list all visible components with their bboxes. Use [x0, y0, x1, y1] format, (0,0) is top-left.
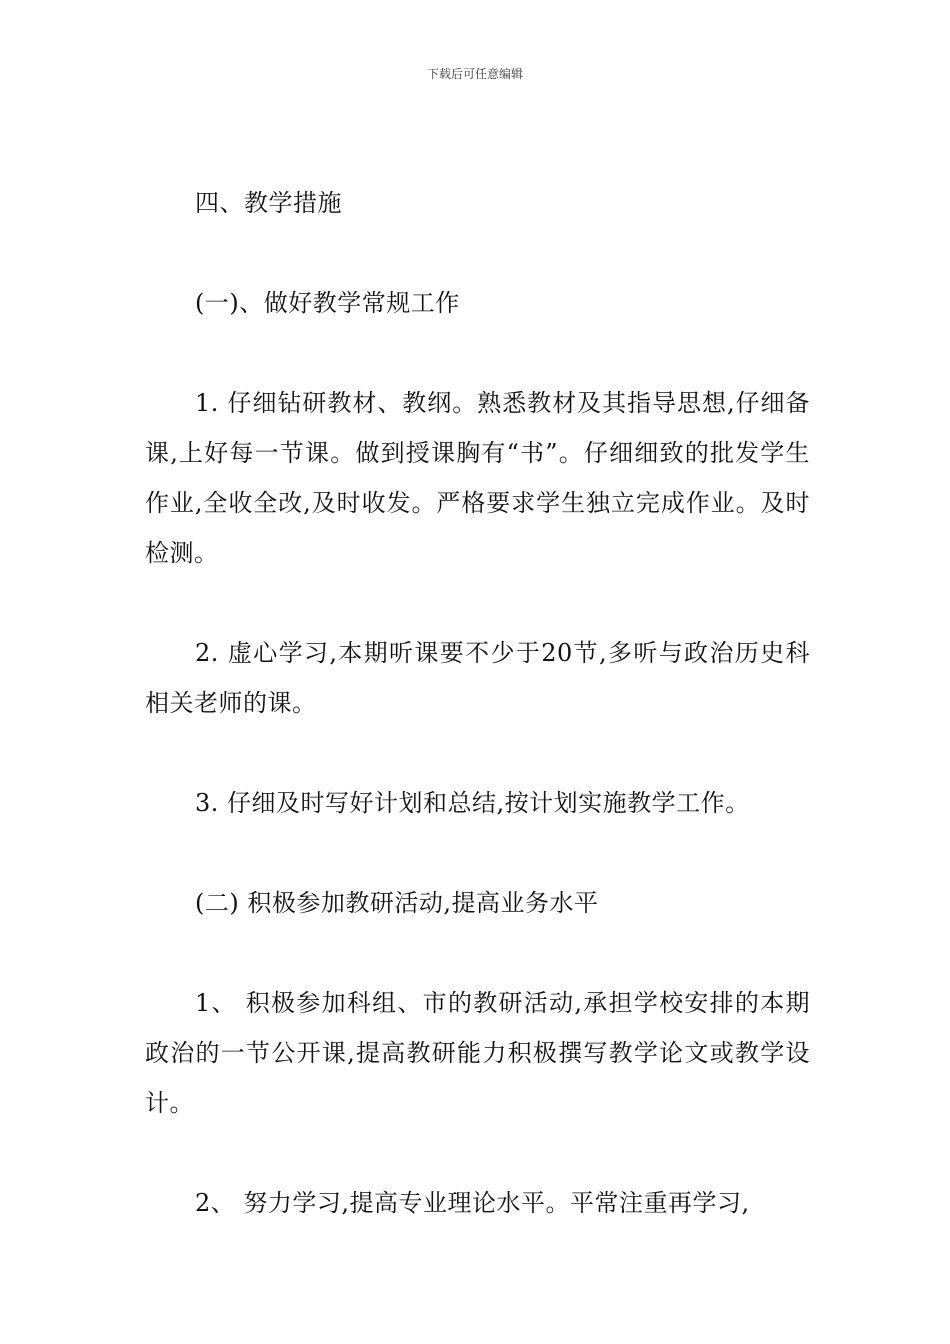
document-body	[145, 178, 810, 1228]
page-header-note: 下载后可任意编辑	[426, 67, 523, 81]
subsection-title-2: (二) 积极参加教研活动,提高业务水平	[195, 889, 599, 917]
section-title: 四、教学措施	[195, 189, 342, 217]
subsection-title-1: (一)、做好教学常规工作	[195, 289, 460, 317]
paragraph-item-3: 3. 仔细及时写好计划和总结,按计划实施教学工作。	[195, 789, 750, 817]
paragraph-item-1: 1. 仔细钻研教材、教纲。熟悉教材及其指导思想,仔细备课,上好每一节课。做到授课胸有“书”。仔细细致的批发学生作业,全收全改,及时收发。严格要求学生独立完成作业。及时检测。	[145, 389, 810, 567]
paragraph-item-5: 2、 努力学习,提高专业理论水平。平常注重再学习,	[195, 1189, 750, 1217]
paragraph-item-4: 1、 积极参加科组、市的教研活动,承担学校安排的本期政治的一节公开课,提高教研能力积极撰写教学论文或教学设计。	[145, 989, 810, 1117]
paragraph-item-2: 2. 虚心学习,本期听课要不少于20节,多听与政治历史科相关老师的课。	[145, 639, 810, 717]
